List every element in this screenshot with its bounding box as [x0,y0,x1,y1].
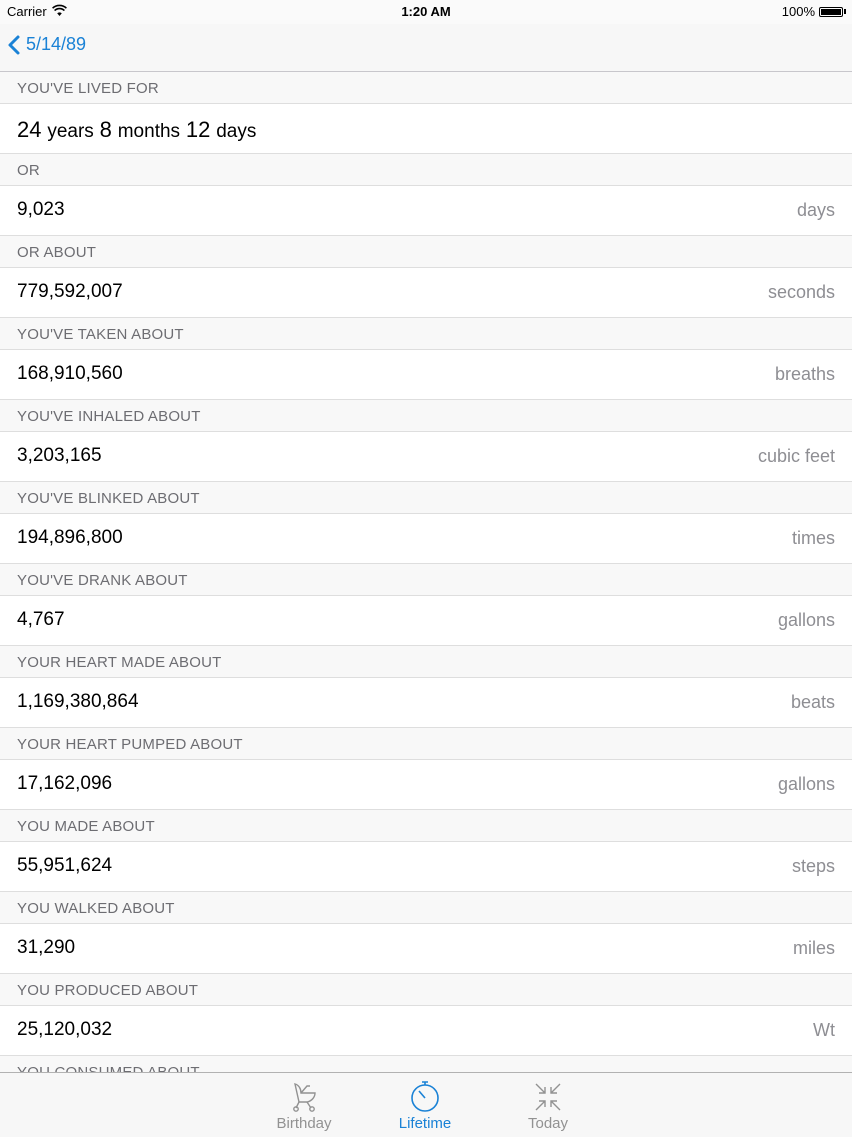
stat-value: 17,162,096 [17,773,113,794]
stat-unit: gallons [777,774,835,794]
stat-row [0,186,852,236]
carrier-label: Carrier [7,4,47,19]
stat-row [0,842,852,892]
tab-lifetime-label: Lifetime [398,1115,452,1132]
days-unit: days [216,121,257,142]
section-header: YOU MADE ABOUT [0,810,852,842]
section-header: OR ABOUT [0,236,852,268]
stat-unit: miles [792,938,835,958]
stat-value: 779,592,007 [17,281,123,302]
battery-percent: 100% [781,4,815,19]
battery-tip [844,9,846,14]
navigation-bar [0,24,852,72]
status-bar [0,0,852,24]
stat-row [0,514,852,564]
months-number: 8 [99,117,112,142]
section-header: YOU'VE BLINKED ABOUT [0,482,852,514]
section-header: YOUR HEART PUMPED ABOUT [0,728,852,760]
stat-row [0,924,852,974]
section-header: OR [0,154,852,186]
tab-birthday[interactable] [254,1081,354,1132]
stat-row [0,350,852,400]
lived-value [17,117,256,143]
section-header: YOU'VE TAKEN ABOUT [0,318,852,350]
stat-row [0,678,852,728]
days-number: 12 [185,117,211,142]
tab-today[interactable] [498,1081,598,1132]
months-unit: months [117,121,181,142]
lived-row [0,104,852,154]
stat-row [0,760,852,810]
section-header: YOU'VE INHALED ABOUT [0,400,852,432]
back-label: 5/14/89 [26,34,87,54]
stat-value: 55,951,624 [17,855,113,876]
stat-value: 25,120,032 [17,1019,113,1040]
stat-row [0,596,852,646]
stat-value: 1,169,380,864 [17,691,139,712]
stat-unit: Wt [813,1020,835,1040]
section-header: YOUR HEART MADE ABOUT [0,646,852,678]
stroller-icon [254,1081,354,1113]
stat-row [0,1006,852,1056]
stat-value: 9,023 [17,199,65,220]
stats-list[interactable] [0,72,852,1072]
stat-value: 168,910,560 [17,363,123,384]
section-header: YOU PRODUCED ABOUT [0,974,852,1006]
stat-value: 3,203,165 [17,445,102,466]
tab-birthday-label: Birthday [276,1115,332,1132]
stat-value: 31,290 [17,937,76,958]
stat-unit: times [791,528,835,548]
collapse-arrows-icon [498,1081,598,1113]
stat-value: 4,767 [17,609,65,630]
clock: 1:20 AM [401,4,451,19]
battery-group [782,4,846,19]
section-header: YOU'VE LIVED FOR [0,72,852,104]
tab-lifetime[interactable] [375,1081,475,1132]
stat-unit: days [796,200,835,220]
back-button[interactable] [8,34,86,55]
stat-unit: seconds [767,282,835,302]
chevron-left-icon [8,35,20,55]
tab-bar [0,1072,852,1137]
years-unit: years [47,121,94,142]
stat-unit: cubic feet [757,446,835,466]
stat-unit: beats [790,692,835,712]
stat-unit: steps [791,856,835,876]
stat-unit: gallons [777,610,835,630]
years-number: 24 [17,117,42,142]
stat-row [0,268,852,318]
stopwatch-icon [375,1081,475,1113]
tab-today-label: Today [527,1115,569,1132]
battery-icon [819,7,843,17]
stat-value: 194,896,800 [17,527,123,548]
section-header: YOU WALKED ABOUT [0,892,852,924]
stat-row [0,432,852,482]
section-header: YOU'VE DRANK ABOUT [0,564,852,596]
stat-unit: breaths [774,364,835,384]
